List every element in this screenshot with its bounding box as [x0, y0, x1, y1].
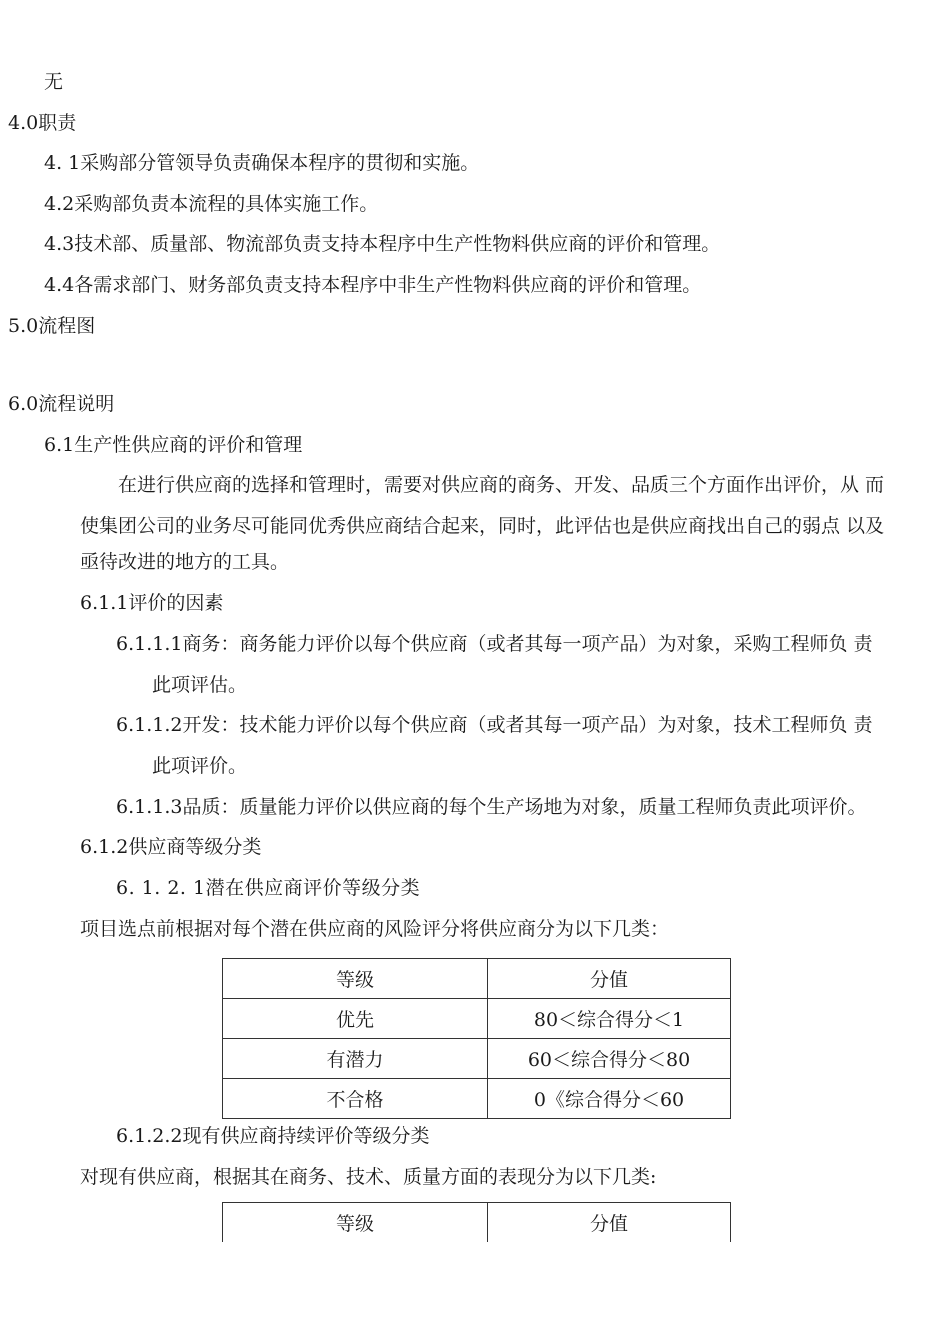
table-header-row [223, 959, 731, 999]
table-cell: 优先 [223, 999, 488, 1039]
clause-6-1-1-2-cont: 此项评价。 [152, 755, 248, 777]
text-none: 无 [44, 71, 64, 93]
clause-6-1-1-2: 6.1.1.2开发：技术能力评价以每个供应商（或者其每一项产品）为对象，技术工程师负 责 [116, 714, 873, 736]
table-cell: 80＜综合得分＜1 [488, 999, 731, 1039]
subsection-heading-6-1-1: 6.1.1评价的因素 [80, 592, 224, 614]
paragraph-line-1: 在进行供应商的选择和管理时，需要对供应商的商务、开发、品质三个方面作出评价，从 而 [118, 474, 885, 496]
subsection-heading-6-1: 6.1生产性供应商的评价和管理 [44, 434, 303, 456]
table1-caption: 项目选点前根据对每个潜在供应商的风险评分将供应商分为以下几类： [80, 918, 670, 940]
table-header-row [223, 1203, 731, 1243]
table-row [223, 999, 731, 1039]
potential-supplier-grade-table [222, 958, 731, 1119]
table2-caption: 对现有供应商，根据其在商务、技术、质量方面的表现分为以下几类: [80, 1166, 657, 1188]
table-header-cell: 等级 [223, 959, 488, 999]
clause-6-1-1-1: 6.1.1.1商务：商务能力评价以每个供应商（或者其每一项产品）为对象，采购工程师负 责 [116, 633, 873, 655]
table-header-cell: 等级 [223, 1203, 488, 1243]
table-row [223, 1079, 731, 1119]
clause-6-1-1-3: 6.1.1.3品质：质量能力评价以供应商的每个生产场地为对象，质量工程师负责此项评价。 [116, 796, 867, 818]
table-header-cell: 分值 [488, 1203, 731, 1243]
subsection-heading-6-1-2-2: 6.1.2.2现有供应商持续评价等级分类 [116, 1125, 430, 1147]
subsection-heading-6-1-2: 6.1.2供应商等级分类 [80, 836, 262, 858]
section-heading-6-0: 6.0流程说明 [8, 393, 115, 415]
table-cell: 有潜力 [223, 1039, 488, 1079]
existing-supplier-grade-table [222, 1202, 731, 1242]
section-heading-4-0: 4.0职责 [8, 112, 77, 134]
subsection-heading-6-1-2-1: 6. 1. 2. 1潜在供应商评价等级分类 [116, 877, 421, 899]
table-row [223, 1039, 731, 1079]
section-heading-5-0: 5.0流程图 [8, 315, 96, 337]
clause-4-3: 4.3技术部、质量部、物流部负责支持本程序中生产性物料供应商的评价和管理。 [44, 233, 721, 255]
clause-4-2: 4.2采购部负责本流程的具体实施工作。 [44, 193, 379, 215]
table-cell: 0《综合得分＜60 [488, 1079, 731, 1119]
clause-4-4: 4.4各需求部门、财务部负责支持本程序中非生产性物料供应商的评价和管理。 [44, 274, 702, 296]
paragraph-line-3: 亟待改进的地方的工具。 [80, 551, 290, 573]
clause-6-1-1-1-cont: 此项评估。 [152, 674, 248, 696]
table-cell: 60＜综合得分＜80 [488, 1039, 731, 1079]
paragraph-line-2: 使集团公司的业务尽可能同优秀供应商结合起来，同时，此评估也是供应商找出自己的弱点 以及 [80, 515, 885, 537]
table-cell: 不合格 [223, 1079, 488, 1119]
table-header-cell: 分值 [488, 959, 731, 999]
clause-4-1: 4. 1采购部分管领导负责确保本程序的贯彻和实施。 [44, 152, 480, 174]
